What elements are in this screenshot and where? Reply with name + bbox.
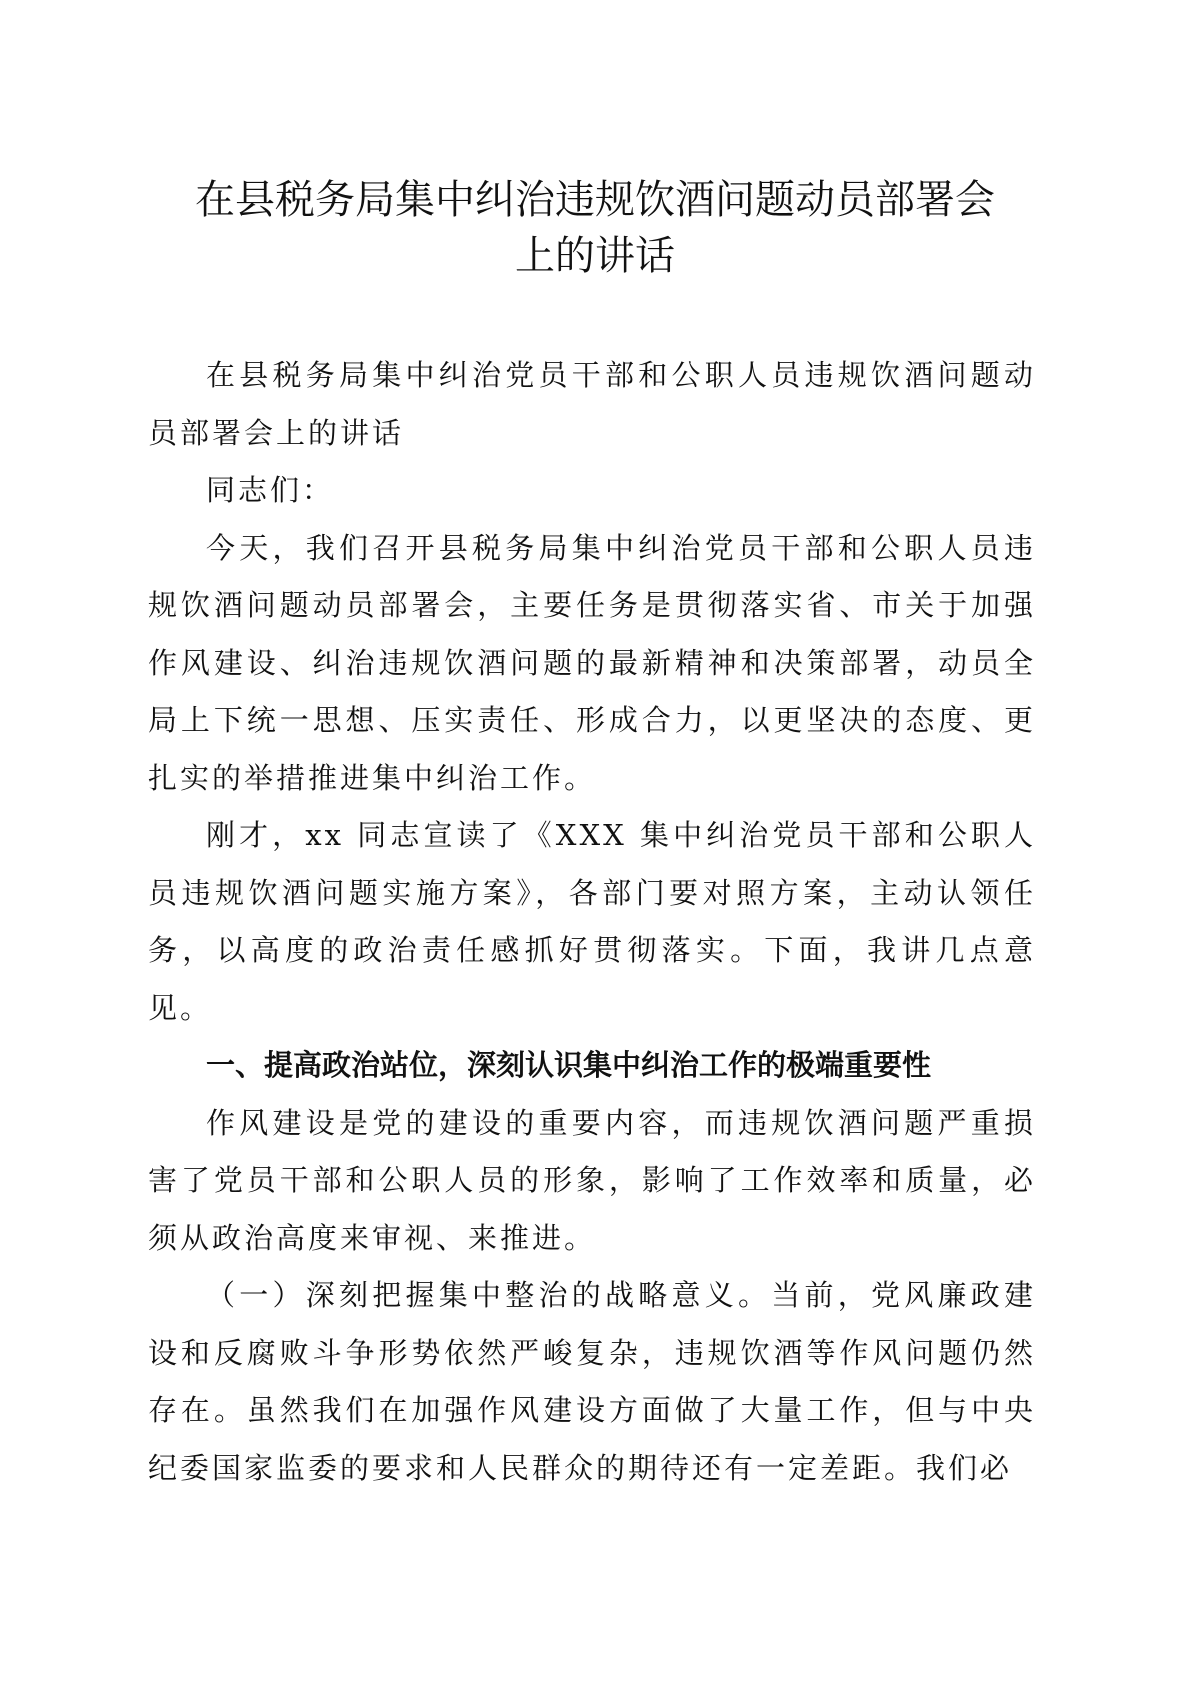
salutation: 同志们： xyxy=(206,473,335,507)
intro-paragraph: 今天，我们召开县税务局集中纠治党员干部和公职人员违规饮酒问题动员部署会，主要任务是贯彻落实省、市关于加强作风建设、纠治违规饮酒问题的最新精神和决策部署，动员全局上下统一思想、压实责任、形成合力，以更坚决的态度、更扎实的举措推进集中纠治工作。 xyxy=(148,530,1036,795)
section-heading-1: 一、提高政治站位，深刻认识集中纠治工作的极端重要性 xyxy=(206,1048,932,1082)
plan-paragraph: 刚才，xx 同志宣读了《XXX 集中纠治党员干部和公职人员违规饮酒问题实施方案》，各部门要对照方案，主动认领任务，以高度的政治责任感抓好贯彻落实。下面，我讲几点意见。 xyxy=(148,818,1036,1025)
document-body xyxy=(148,347,1036,1497)
section1-paragraph-2: （一）深刻把握集中整治的战略意义。当前，党风廉政建设和反腐败斗争形势依然严峻复杂，违规饮酒等作风问题仍然存在。虽然我们在加强作风建设方面做了大量工作，但与中央纪委国家监委的要求和人民群众的期待还有一定差距。我们必 xyxy=(148,1278,1036,1485)
section1-paragraph-1: 作风建设是党的建设的重要内容，而违规饮酒问题严重损害了党员干部和公职人员的形象，影响了工作效率和质量，必须从政治高度来审视、来推进。 xyxy=(148,1105,1036,1255)
title-line-1: 在县税务局集中纠治违规饮酒问题动员部署会 xyxy=(195,177,995,223)
title-line-2: 上的讲话 xyxy=(515,233,675,279)
document-title xyxy=(140,172,1050,284)
subtitle-paragraph: 在县税务局集中纠治党员干部和公职人员违规饮酒问题动员部署会上的讲话 xyxy=(148,358,1036,450)
